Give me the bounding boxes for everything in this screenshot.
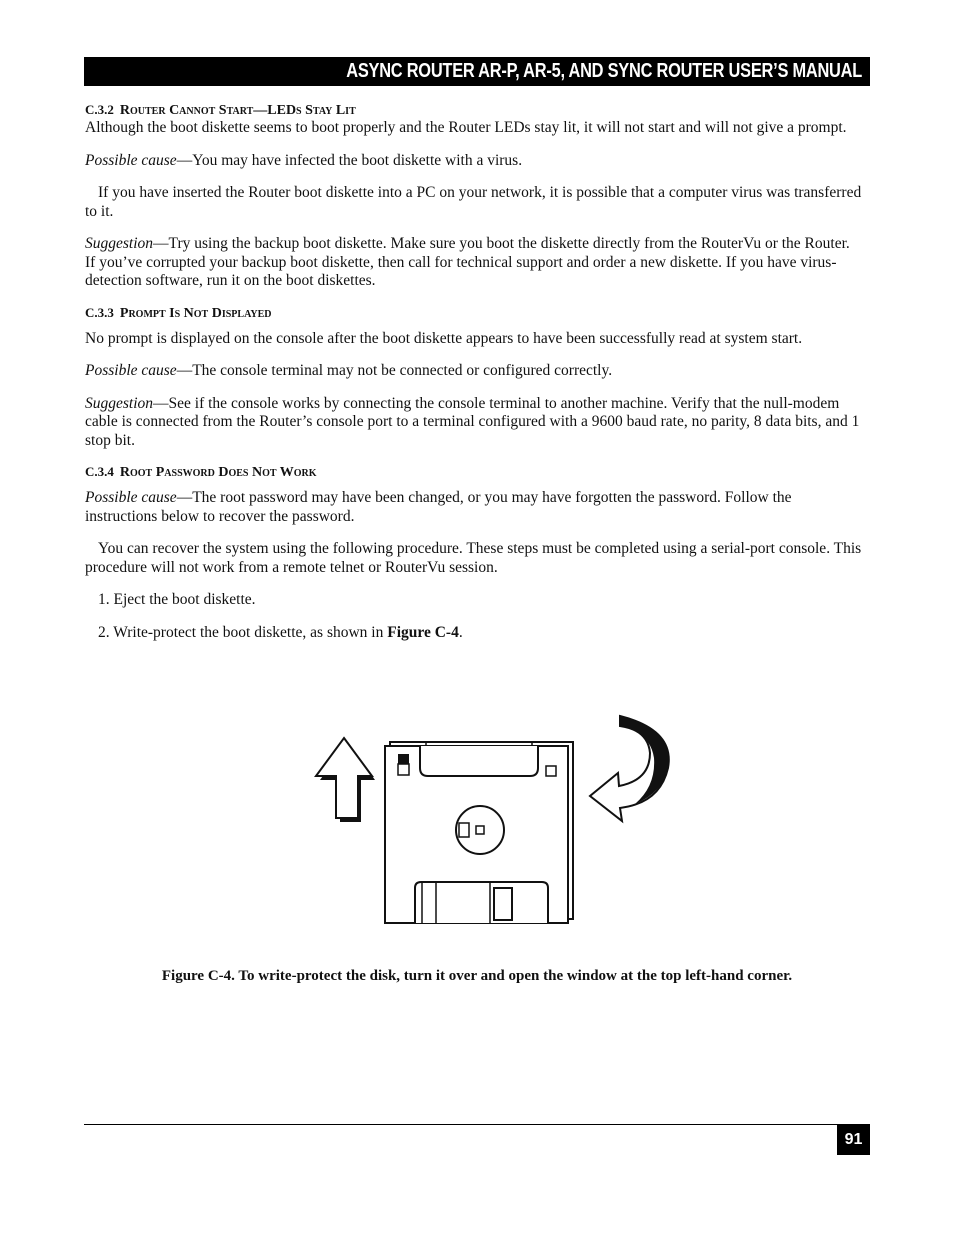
cause-text: —The root password may have been changed, or you may have forgotten the password. Follow the instructions below to recover the password. bbox=[85, 489, 792, 525]
cause-text: —The console terminal may not be connected or configured correctly. bbox=[176, 362, 613, 379]
paragraph: If you have inserted the Router boot diskette into a PC on your network, it is possible that a computer virus was transferred to it. bbox=[85, 184, 862, 220]
possible-cause bbox=[85, 362, 863, 381]
turn-over-arrow-icon bbox=[590, 716, 669, 821]
up-arrow-icon bbox=[316, 738, 375, 822]
manual-title: ASYNC ROUTER AR-P, AR-5, AND SYNC ROUTER USER’S MANUAL bbox=[346, 60, 862, 82]
cause-label: Possible cause bbox=[85, 489, 177, 506]
header-bar bbox=[84, 57, 870, 86]
section-title: Root Password Does Not Work bbox=[119, 465, 317, 480]
suggestion-label: Suggestion bbox=[85, 235, 154, 252]
suggestion bbox=[85, 235, 863, 291]
figure-c4 bbox=[310, 708, 675, 930]
paragraph: You can recover the system using the following procedure. These steps must be completed using a serial-port console. This procedure will not work from a remote telnet or RouterVu session. bbox=[85, 540, 862, 576]
page-number: 91 bbox=[837, 1124, 870, 1155]
step-1: 1. Eject the boot diskette. bbox=[98, 591, 256, 608]
figure-reference: Figure C-4 bbox=[387, 623, 459, 641]
section-title: Router Cannot Start—LEDs Stay Lit bbox=[119, 103, 356, 118]
suggestion-text: —Try using the backup boot diskette. Make sure you boot the diskette directly from the RouterVu or the Router. If you’ve corrupted your backup boot diskette, then call for technical support and order a new diskette. If you have virus-detection software, run it on the boot diskettes. bbox=[85, 235, 850, 289]
suggestion-text: —See if the console works by connecting the console terminal to another machine. Verify that the null-modem cable is connected from the Router’s console port to a terminal configured with a 9600 baud rate, no parity, 8 data bits, and 1 stop bit. bbox=[85, 394, 860, 449]
footer-rule bbox=[84, 1124, 870, 1125]
section-title: Prompt Is Not Displayed bbox=[119, 305, 272, 321]
section-heading-c33 bbox=[85, 305, 863, 322]
diskette-icon bbox=[385, 742, 573, 923]
cause-text: —You may have infected the boot diskette with a virus. bbox=[176, 151, 523, 169]
step-2-end: . bbox=[458, 623, 463, 641]
step-2 bbox=[85, 624, 863, 643]
figure-caption: Figure C-4. To write-protect the disk, turn it over and open the window at the top left-hand corner. bbox=[161, 968, 793, 984]
cause-label: Possible cause bbox=[85, 151, 177, 169]
write-protect-window bbox=[398, 754, 409, 764]
diskette-illustration bbox=[310, 708, 675, 930]
possible-cause bbox=[85, 489, 863, 526]
possible-cause bbox=[85, 152, 863, 171]
page-content bbox=[85, 102, 863, 642]
section-heading-c34 bbox=[85, 464, 863, 481]
step-2-text: 2. Write-protect the boot diskette, as shown in bbox=[98, 623, 388, 641]
suggestion bbox=[85, 395, 863, 451]
section-heading-c32 bbox=[85, 102, 863, 119]
section-number: C.3.3 bbox=[85, 304, 114, 320]
section-number: C.3.4 bbox=[85, 464, 114, 479]
section-number: C.3.2 bbox=[85, 102, 114, 117]
paragraph: Although the boot diskette seems to boot properly and the Router LEDs stay lit, it will not start and will not give a prompt. bbox=[85, 119, 847, 136]
suggestion-label: Suggestion bbox=[85, 394, 154, 412]
cause-label: Possible cause bbox=[85, 362, 177, 379]
paragraph: No prompt is displayed on the console after the boot diskette appears to have been successfully read at system start. bbox=[85, 329, 803, 347]
